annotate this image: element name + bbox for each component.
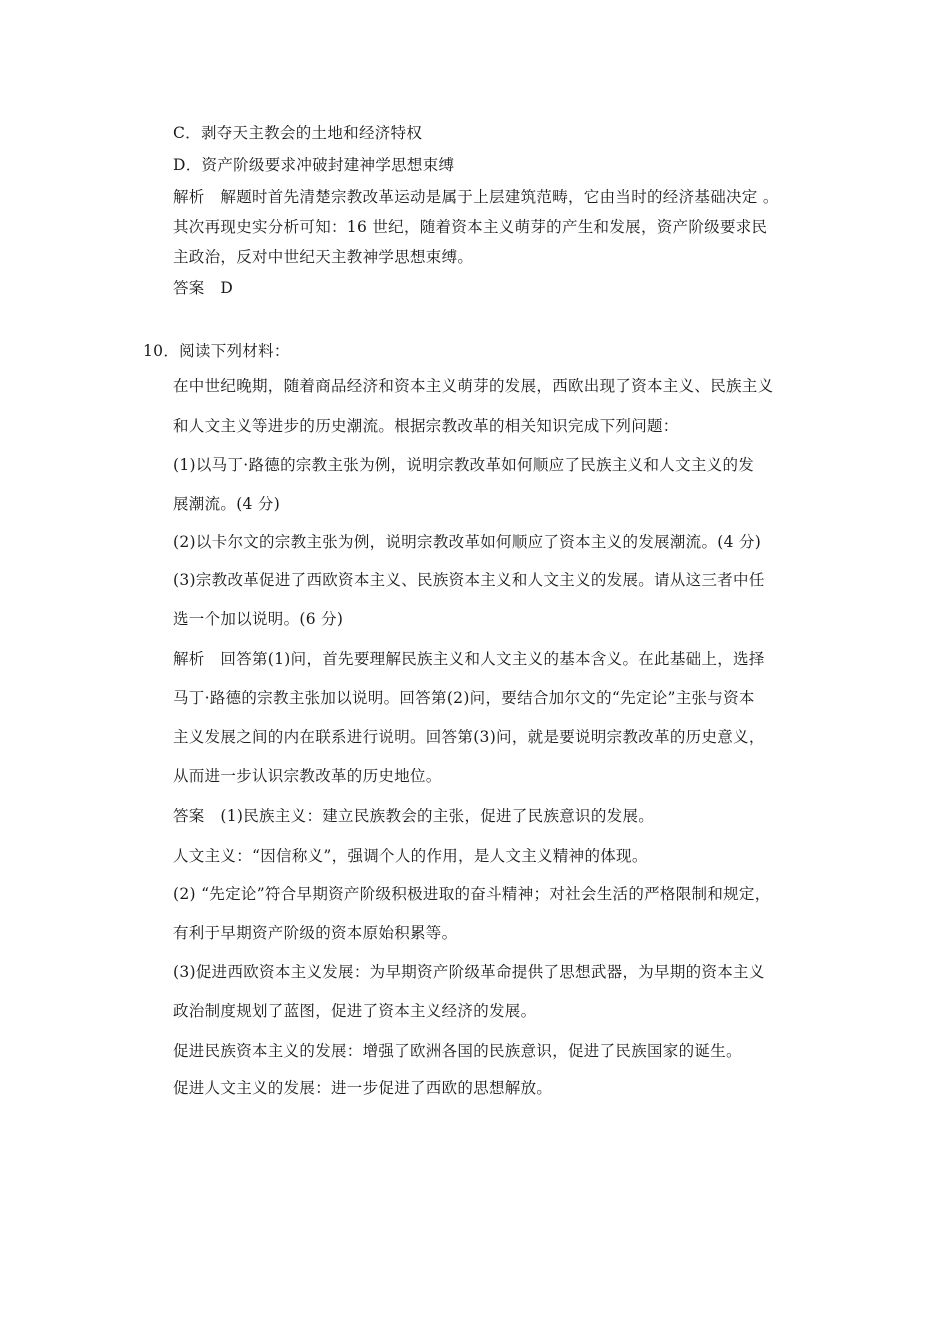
option-d: D．资产阶级要求冲破封建神学思想束缚 bbox=[173, 156, 455, 174]
answer-line: 答案 D bbox=[173, 279, 234, 297]
answer-line: 有利于早期资产阶级的资本原始积累等。 bbox=[173, 924, 458, 942]
sub-question-2: (2)以卡尔文的宗教主张为例，说明宗教改革如何顺应了资本主义的发展潮流。(4 分) bbox=[173, 533, 762, 551]
sub-question-3-cont: 选一个加以说明。(6 分) bbox=[173, 610, 344, 628]
sub-question-1: (1)以马丁·路德的宗教主张为例，说明宗教改革如何顺应了民族主义和人文主义的发 bbox=[173, 456, 755, 474]
answer-line: 人文主义：“因信称义”，强调个人的作用，是人文主义精神的体现。 bbox=[173, 847, 648, 865]
answer-line: 促进人文主义的发展：进一步促进了西欧的思想解放。 bbox=[173, 1079, 553, 1097]
analysis-line: 解析 解题时首先清楚宗教改革运动是属于上层建筑范畴，它由当时的经济基础决定 。 bbox=[173, 188, 779, 206]
analysis-line: 马丁·路德的宗教主张加以说明。回答第(2)问，要结合加尔文的“先定论”主张与资本 bbox=[173, 689, 755, 707]
material-line: 和人文主义等进步的历史潮流。根据宗教改革的相关知识完成下列问题： bbox=[173, 417, 679, 435]
option-c: C．剥夺天主教会的土地和经济特权 bbox=[173, 124, 423, 142]
analysis-line: 从而进一步认识宗教改革的历史地位。 bbox=[173, 767, 442, 785]
answer-line: (2) “先定论”符合早期资产阶级积极进取的奋斗精神；对社会生活的严格限制和规定， bbox=[173, 885, 771, 903]
sub-question-3: (3)宗教改革促进了西欧资本主义、民族资本主义和人文主义的发展。请从这三者中任 bbox=[173, 571, 765, 589]
analysis-line: 主政治，反对中世纪天主教神学思想束缚。 bbox=[173, 248, 474, 266]
sub-question-1-cont: 展潮流。(4 分) bbox=[173, 495, 281, 513]
answer-line: 促进民族资本主义的发展：增强了欧洲各国的民族意识，促进了民族国家的诞生。 bbox=[173, 1042, 742, 1060]
material-line: 在中世纪晚期，随着商品经济和资本主义萌芽的发展，西欧出现了资本主义、民族主义 bbox=[173, 377, 774, 395]
answer-line: 政治制度规划了蓝图，促进了资本主义经济的发展。 bbox=[173, 1002, 537, 1020]
analysis-line: 其次再现史实分析可知：16 世纪，随着资本主义萌芽的产生和发展，资产阶级要求民 bbox=[173, 218, 768, 236]
answer-line: (3)促进西欧资本主义发展：为早期资产阶级革命提供了思想武器，为早期的资本主义 bbox=[173, 963, 765, 981]
question-stem: 10．阅读下列材料： bbox=[143, 342, 290, 360]
analysis-line: 主义发展之间的内在联系进行说明。回答第(3)问，就是要说明宗教改革的历史意义， bbox=[173, 728, 765, 746]
analysis-line: 解析 回答第(1)问，首先要理解民族主义和人文主义的基本含义。在此基础上，选择 bbox=[173, 650, 765, 668]
answer-line: 答案 (1)民族主义：建立民族教会的主张，促进了民族意识的发展。 bbox=[173, 807, 655, 825]
